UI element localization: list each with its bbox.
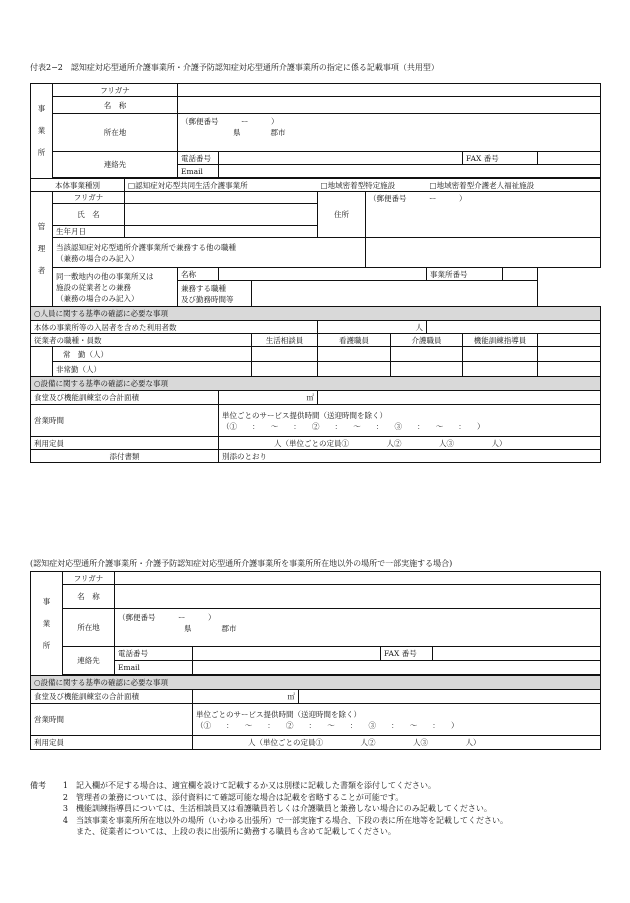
- staff-parttime-blank: [538, 362, 601, 377]
- office-location-field[interactable]: [178, 114, 601, 152]
- note-text: 管理者の兼務については、添付資料にて確認可能な場合は記載を省略することが可能です。: [76, 792, 404, 802]
- office-furigana-field[interactable]: [178, 84, 601, 97]
- manager-office-number-label: 事業所番号: [427, 268, 503, 281]
- note-text: 機能訓練指導員については、生活相談員又は看護職員若しくは介護職員と兼務しない場合にのみ記載してください。: [76, 804, 492, 814]
- branch-furigana-label: フリガナ: [63, 572, 115, 585]
- branch-form-table: [30, 571, 601, 750]
- branch-location-label: 所在地: [63, 609, 115, 647]
- manager-other-duty-field[interactable]: [366, 238, 601, 268]
- branch-side-label: 事 業 所: [31, 572, 63, 676]
- manager-postal: （郵便番号 ー ）: [369, 194, 467, 203]
- manager-side-label: 管 理 者: [31, 192, 53, 307]
- branch-hours-slots: （① ： 〜 ： ② ： 〜 ： ③ ： 〜 ： ）: [196, 720, 459, 730]
- facility-attach-label: 添付書類: [31, 450, 219, 463]
- facility-attach-value: 別添のとおり: [219, 450, 601, 463]
- manager-birth-field[interactable]: [125, 226, 318, 238]
- branch-area-blank: [299, 690, 601, 704]
- manager-duty-text-2: 及び勤務時間等: [181, 294, 234, 304]
- note-text: 当該事業を事業所所在地以外の場所（いわゆる出張所）で一部実施する場合、下段の表に所在地等を記載してください。: [76, 815, 508, 825]
- branch-email-label: Email: [115, 661, 193, 675]
- manager-address-field[interactable]: [366, 192, 601, 238]
- branch-capacity-label: 利用定員: [31, 736, 193, 750]
- branch-name-field[interactable]: [115, 585, 601, 609]
- staff-indent-2: [31, 362, 53, 377]
- note-number: 4: [62, 815, 68, 825]
- form-title: 付表2−2 認知症対応型通所介護事業所・介護予防認知症対応型通所介護事業所の指定に係る記載事項（共用型）: [30, 63, 439, 72]
- office-fax-field[interactable]: [538, 152, 601, 165]
- office-postal: （郵便番号 ー ）: [181, 117, 279, 126]
- branch-capacity-field[interactable]: 人（単位ごとの定員① 人② 人③ 人）: [193, 736, 601, 750]
- main-type-option-2[interactable]: □地域密着型特定施設: [318, 179, 427, 192]
- branch-facility-section-header: ○設備に関する基準の確認に必要な事項: [31, 676, 601, 690]
- staff-users-unit[interactable]: 人: [318, 321, 427, 334]
- office-name-field[interactable]: [178, 97, 601, 114]
- branch-postal: （郵便番号 ー ）: [118, 613, 216, 622]
- staff-fulltime-blank: [538, 347, 601, 362]
- manager-duty-field[interactable]: [252, 281, 538, 307]
- facility-hours-note: 単位ごとのサービス提供時間（送迎時間を除く）: [222, 410, 388, 420]
- facility-hours-slots: （① ： 〜 ： ② ： 〜 ： ③ ： 〜 ： ）: [222, 421, 485, 431]
- manager-name-label: 氏 名: [53, 204, 125, 226]
- manager-same-site-name-label: 名称: [178, 268, 219, 281]
- office-side-label: 事 業 所: [31, 84, 53, 179]
- branch-name-label: 名 称: [63, 585, 115, 609]
- note-number: 1: [62, 781, 68, 790]
- office-location-label: 所在地: [53, 114, 178, 152]
- office-phone-label: 電話番号: [178, 152, 219, 165]
- staff-role-4: 機能訓練指導員: [463, 334, 538, 347]
- staff-fulltime-label: 常 勤（人）: [53, 347, 252, 362]
- facility-section-header: ○設備に関する基準の確認に必要な事項: [31, 377, 601, 391]
- branch-prefecture: 県: [184, 624, 192, 633]
- office-city: 郡市: [270, 128, 286, 137]
- note-continuation: また、従業者については、上段の表に出張所に勤務する職員も含めて記載してください。: [76, 827, 396, 837]
- staff-fulltime-2[interactable]: [318, 347, 391, 362]
- staff-parttime-label: 非常勤（人）: [53, 362, 252, 377]
- office-furigana-label: フリガナ: [53, 84, 178, 97]
- manager-duty-text-1: 兼務する職種: [181, 283, 227, 293]
- branch-furigana-field[interactable]: [115, 572, 601, 585]
- manager-furigana-label: フリガナ: [53, 192, 125, 204]
- manager-address-label: 住所: [318, 192, 366, 238]
- staff-header-label: 従業者の職種・員数: [31, 334, 252, 347]
- staff-section-header: ○人員に関する基準の確認に必要な事項: [31, 307, 601, 321]
- office-name-label: 名 称: [53, 97, 178, 114]
- manager-same-site-text-3: （兼務の場合のみ記入）: [56, 293, 139, 303]
- manager-other-duty-label: [53, 238, 366, 268]
- staff-parttime-1[interactable]: [252, 362, 318, 377]
- facility-area-field[interactable]: [219, 391, 318, 405]
- staff-fulltime-1[interactable]: [252, 347, 318, 362]
- branch-phone-field[interactable]: [193, 647, 381, 661]
- staff-parttime-3[interactable]: [391, 362, 463, 377]
- manager-name-field[interactable]: [125, 204, 318, 226]
- office-email-label: Email: [178, 165, 219, 178]
- manager-same-site-label: [53, 268, 178, 307]
- facility-hours-field[interactable]: [219, 405, 601, 437]
- staff-indent: [31, 347, 53, 362]
- manager-same-site-text-1: 同一敷地内の他の事業所又は: [56, 271, 154, 281]
- manager-other-duty-text-2: （兼務の場合のみ記入）: [56, 253, 139, 263]
- notes-head: 備考: [30, 781, 46, 790]
- staff-header-blank: [538, 334, 601, 347]
- staff-parttime-2[interactable]: [318, 362, 391, 377]
- facility-area-blank: [318, 391, 601, 405]
- office-contact-label: 連絡先: [53, 152, 178, 178]
- office-prefecture: 県: [233, 128, 241, 137]
- facility-area-label: 食堂及び機能訓練室の合計面積: [31, 391, 219, 405]
- branch-hours-label: 営業時間: [31, 704, 193, 736]
- branch-city: 郡市: [221, 624, 237, 633]
- facility-hours-label: 営業時間: [31, 405, 219, 437]
- manager-same-site-text-2: 施設の従業者との兼務: [56, 282, 131, 292]
- facility-capacity-field[interactable]: 人（単位ごとの定員① 人② 人③ 人）: [219, 437, 601, 450]
- main-type-option-1[interactable]: □認知症対応型共同生活介護事業所: [125, 179, 318, 192]
- branch-email-field[interactable]: [193, 661, 601, 675]
- staff-role-3: 介護職員: [391, 334, 463, 347]
- facility-area-unit: ㎡: [306, 393, 315, 402]
- note-number: 2: [62, 792, 68, 802]
- branch-phone-label: 電話番号: [115, 647, 193, 661]
- note-number: 3: [62, 804, 68, 814]
- staff-users-blank: [427, 321, 601, 334]
- manager-same-site-name-field[interactable]: [219, 268, 427, 281]
- note-text: 記入欄が不足する場合は、適宜欄を設けて記載するか又は別様に記載した書類を添付してください。: [76, 781, 436, 790]
- branch-fax-label: FAX 番号: [381, 647, 433, 661]
- branch-area-unit: ㎡: [287, 692, 295, 701]
- branch-area-label: 食堂及び機能訓練室の合計面積: [31, 690, 193, 704]
- office-fax-label: FAX 番号: [463, 152, 538, 165]
- manager-office-number-field[interactable]: [503, 268, 538, 281]
- main-form-table: [30, 83, 601, 463]
- notes-block: [30, 780, 508, 838]
- staff-fulltime-4[interactable]: [463, 347, 538, 362]
- main-type-label: 本体事業種別: [31, 179, 125, 192]
- branch-hours-note: 単位ごとのサービス提供時間（送迎時間を除く）: [196, 709, 361, 719]
- office-phone-field[interactable]: [219, 152, 463, 165]
- branch-subtitle: (認知症対応型通所介護事業所・介護予防認知症対応型通所介護事業所を事業所所在地以外の場所で一部実施する場合): [30, 559, 453, 568]
- main-type-option-3[interactable]: □地域密着型介護老人福祉施設: [427, 179, 601, 192]
- staff-users-label: 本体の事業所等の入居者を含めた利用者数: [31, 321, 318, 334]
- staff-fulltime-3[interactable]: [391, 347, 463, 362]
- manager-birth-label: 生年月日: [53, 226, 125, 238]
- branch-fax-field[interactable]: [433, 647, 601, 661]
- manager-other-duty-text-1: 当該認知症対応型通所介護事業所で兼務する他の職種: [56, 242, 236, 252]
- office-email-field[interactable]: [219, 165, 601, 178]
- staff-role-1: 生活相談員: [252, 334, 318, 347]
- staff-role-2: 看護職員: [318, 334, 391, 347]
- manager-furigana-field[interactable]: [125, 192, 318, 204]
- branch-contact-label: 連絡先: [63, 647, 115, 675]
- branch-hours-field[interactable]: [193, 704, 601, 736]
- facility-capacity-label: 利用定員: [31, 437, 219, 450]
- manager-duty-label: [178, 281, 252, 307]
- branch-location-field[interactable]: [115, 609, 601, 647]
- branch-area-field[interactable]: [193, 690, 299, 704]
- staff-parttime-4[interactable]: [463, 362, 538, 377]
